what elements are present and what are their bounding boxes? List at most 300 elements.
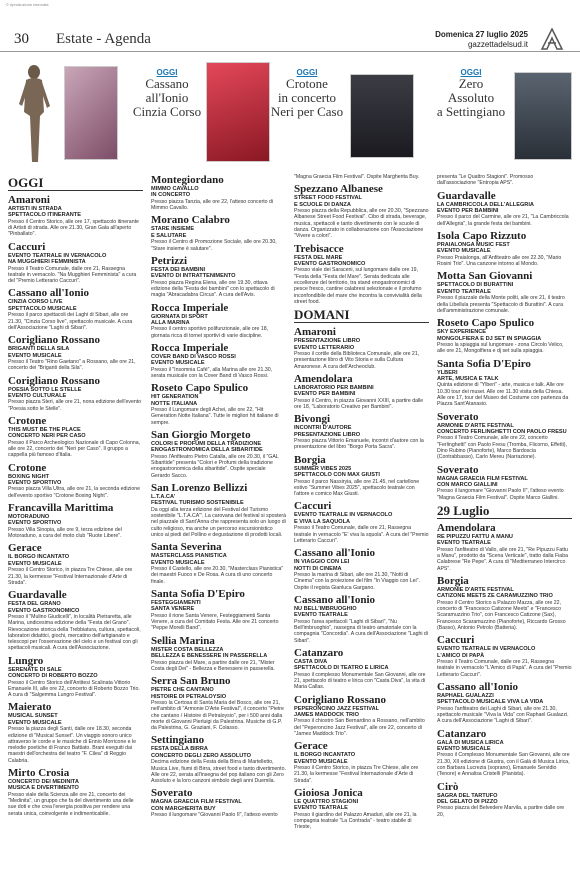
promo-line: Assoluto bbox=[447, 90, 495, 105]
event-title: HIT GENERATION bbox=[151, 394, 199, 401]
promo-oggi-label: OGGI bbox=[296, 68, 318, 77]
event-town: Amendolara bbox=[437, 521, 496, 534]
event-entry bbox=[294, 594, 429, 644]
event-entry bbox=[437, 464, 572, 501]
event-description: Presso il Centro Storico, in piazza Tre Chiese, alle ore 21.30, la kermesse "Festival Internazionale d'Arte di Strada". bbox=[294, 765, 419, 784]
event-title: SAGRA DEL TARTUFO bbox=[437, 792, 498, 799]
riace-statue-icon bbox=[6, 58, 62, 166]
event-entry bbox=[437, 681, 572, 725]
event-description: Presso il Teatro Comunale, alle ore 22, concerto "Ferlinghetti" con Paolo Fresu (Tromba, Flicorno, Effetti), Dino Rubino (Pianoforte), Marco Bardoscia (Contrabbasso), Carlo Mereu (Narrazione). bbox=[437, 435, 567, 461]
event-town: Serra San Bruno bbox=[151, 675, 231, 688]
event-town: Crotone bbox=[8, 414, 47, 427]
event-entry bbox=[294, 454, 429, 498]
event-subtitle: BELLEZZA E BENESSERE IN PASSERELLA bbox=[151, 653, 268, 660]
issue-date bbox=[435, 30, 528, 50]
event-title: BRIGANTI DELLA SILA bbox=[8, 346, 70, 353]
event-title: PIETRE CHE CANTANO bbox=[151, 687, 214, 694]
agenda-columns bbox=[8, 174, 574, 874]
event-title: CINZIA CORSO LIVE bbox=[8, 299, 63, 306]
event-description: Presso l'anfiteatro dei Laghi di Sibari, alle ore 21.30, spettacolo musicale "Viva la Vida" con Raphael Gualazzi. A cura dell'Associazione "Laghi di Sibari". bbox=[437, 705, 569, 725]
event-title: MAGNA GRAECIA FILM FESTIVAL bbox=[151, 799, 242, 806]
event-description: Presso il Teatro Comunale, dalle ore 21, Rassegna teatrale in vernacolo "E' viva la squola". A cura del "Premio Letterario Caccuri". bbox=[294, 525, 429, 544]
event-title: NU BELL'IMBRUOGHIO bbox=[294, 605, 357, 612]
event-subtitle: EVENTO PER BAMBINI bbox=[294, 391, 356, 398]
event-entry bbox=[8, 375, 143, 412]
event-title: FESTA DELLA BIRRA bbox=[151, 746, 208, 753]
event-title: COLORI E PROFUMI DELLA TRADIZIONE bbox=[151, 441, 262, 448]
promo-band bbox=[0, 58, 580, 168]
event-title: PEPERONCINO JAZZ FESTIVAL bbox=[294, 705, 380, 712]
event-title: STREET FOOD FESTIVAL bbox=[294, 195, 362, 202]
event-title: ARTISTI IN STRADA bbox=[8, 206, 62, 212]
event-town: Francavilla Marittima bbox=[8, 502, 114, 515]
event-title: MISTER COSTA BELLEZZA bbox=[151, 646, 224, 653]
photo-zero-assoluto bbox=[514, 72, 572, 160]
event-entry bbox=[437, 781, 572, 818]
event-entry bbox=[437, 270, 572, 314]
event-subtitle: SPETTACOLO CON MAX GIUSTI bbox=[294, 472, 380, 479]
event-town: Isola Capo Rizzuto bbox=[437, 230, 527, 242]
event-subtitle: IN CONCERTO bbox=[151, 192, 191, 199]
event-subtitle: EVENTO TEATRALE bbox=[294, 805, 348, 812]
event-town: Lungro bbox=[8, 654, 44, 667]
event-subtitle: EVENTO GASTRONOMICO bbox=[294, 261, 366, 267]
event-title: SUMMER VIBES 2025 bbox=[294, 465, 352, 472]
event-entry bbox=[437, 174, 572, 187]
event-town: Settingiano bbox=[151, 734, 205, 747]
event-entry bbox=[151, 214, 286, 251]
event-subtitle: EVENTO SPORTIVO bbox=[8, 520, 62, 527]
event-entry bbox=[294, 413, 429, 450]
event-entry bbox=[437, 317, 572, 354]
event-entry bbox=[437, 230, 572, 267]
event-subtitle: EVENTO TEATRALE bbox=[294, 612, 348, 619]
event-description: Presso piazza Villa Ultra, alle ore 21, la seconda edizione dell'evento sportivo "Crotone Boxing Night". bbox=[8, 486, 140, 499]
event-entry bbox=[8, 767, 143, 817]
event-description: Presso il Complesso Monumentale San Giovanni, alle ore 21.30, XII edizione di Giustra, con il Galà di Musica Lirica, con Barbara Lucrezia (soprano), Emanuele Servidio (Tenore) e Annalisa Cristelli (Pianista). bbox=[437, 752, 570, 778]
event-subtitle: MONGOLFIERA E DJ SET IN SPIAGGIA bbox=[437, 335, 542, 342]
event-title: INCONTRI D'AUTORE bbox=[294, 425, 352, 432]
event-description: Presso il Parco Archeologico Nazionale di Capo Colonna, alle ore 22, concerto dei "Neri per Caso". Il gruppo a cappella più famoso d'Italia. bbox=[8, 439, 141, 459]
event-description: Presso il chiostro San Bernardino a Rossano, nell'ambito del "Peperoncino Jazz Festival", alle ore 22, concerto di "James Maddock Trio". bbox=[294, 718, 425, 737]
event-title: L.T.A.CA' bbox=[151, 494, 176, 501]
event-description: Presso il complesso Monumentale San Giovanni, alle ore 21, spettacolo di teatro e lirica con "Casta Diva", la vita di Maria Callas. bbox=[294, 671, 426, 691]
event-description: Presso il Centro, in piazza Giovanni XXIII, a partire dalle ore 18, "Laboratorio Creativo per Bambini". bbox=[294, 397, 424, 410]
event-title: EVENTO TEATRALE IN VERNACOLO bbox=[294, 512, 393, 519]
event-entry bbox=[8, 287, 143, 331]
event-subtitle: E SALUTARE bbox=[151, 232, 187, 239]
event-subtitle: EVENTO PER BAMBINI bbox=[437, 208, 499, 214]
event-subtitle: PRESENTAZIONE LIBRO bbox=[294, 431, 361, 438]
event-town: Spezzano Albanese bbox=[294, 183, 383, 196]
event-subtitle: SPETTACOLO DI TEATRO E LIRICA bbox=[294, 665, 389, 672]
event-entry bbox=[294, 740, 429, 784]
event-title: THIS MUST BE THE PLACE bbox=[8, 426, 81, 433]
event-entry bbox=[437, 522, 572, 572]
event-subtitle: EVENTO TEATRALE bbox=[437, 288, 491, 295]
event-subtitle: EVENTO GASTRONOMICO bbox=[8, 607, 80, 614]
event-subtitle: CONCERTO FERLINGHETTI CON PAOLO FRESU bbox=[437, 428, 567, 435]
event-entry bbox=[8, 241, 143, 285]
event-town: Soverato bbox=[437, 410, 479, 423]
event-title: MOTORADUNO bbox=[8, 514, 50, 521]
event-entry bbox=[8, 334, 143, 371]
event-entry bbox=[437, 728, 572, 778]
event-subtitle: JAMES MADDOCK TRIO bbox=[294, 711, 359, 718]
event-description: Presso il Teatro Comunale, dalle ore 21, Rassegna teatrale in vernacolo "L'Amico di Papà". A cura del "Premio Letterario Caccuri". bbox=[437, 659, 572, 678]
event-description: Presso piazza Regina Elena, alle ore 19.30, ottava edizione della "Festa dei bambini" con lo spettacolo di magia "Abracadabra Circus". A cura dell'Avis. bbox=[151, 279, 275, 299]
event-subtitle: EVENTO TEATRALE bbox=[437, 540, 491, 547]
event-description: Presso il giardino del Palazzo Amaduri, alle ore 21, la compagnia teatrale "La Contrada" - teatro stabile di Trieste, bbox=[294, 811, 417, 831]
event-description: Decima edizione della Festa della Birra di Martelletto, Musica Live, fiumi di Birra, street food e tanto divertimento. Alle ore 22, serata all'insegna del pop italiano con gli Zero Assoluto e la loro canzoni simbolo degli anni Duemila. bbox=[151, 759, 286, 785]
promo-line: Zero bbox=[458, 76, 484, 91]
promo-line: Neri per Caso bbox=[270, 104, 344, 119]
day-heading: DOMANI bbox=[294, 308, 429, 323]
event-subtitle: HISTOIRE DI PETRALOYSIO bbox=[151, 693, 227, 700]
event-subtitle: MUSICA E DIVERTIMENTO bbox=[8, 785, 79, 792]
event-subtitle: ALLA MARINA bbox=[151, 319, 190, 326]
event-entry bbox=[8, 701, 143, 764]
event-description: Presso il Lungomare degli Achei, alle ore 22, "Hit Generation Notte Italiana". Tutte le migliori hit italiane di sempre. bbox=[151, 407, 279, 426]
event-title: LE QUATTRO STAGIONI bbox=[294, 798, 359, 805]
event-town: Cirò bbox=[437, 780, 459, 793]
event-title: SKY EXPERIENCE bbox=[437, 329, 487, 336]
event-description: Presso il parco Nassiryia, alle ore 21.45, nel cartellone estivo "Summer Vibes 2025", spettacolo teatrale con l'attore e comico Max Giusti. bbox=[294, 478, 420, 498]
event-title: COVER BAND DI VASCO ROSSI bbox=[151, 353, 236, 360]
event-town: Borgia bbox=[294, 453, 326, 466]
event-town: Catanzaro bbox=[437, 727, 487, 740]
event-subtitle: FESTIVAL TURISMO SOSTENIBILE bbox=[151, 500, 244, 507]
event-title: PRAIALONGA MUSIC FEST bbox=[437, 242, 510, 248]
event-town: Bivongi bbox=[294, 413, 331, 426]
event-town: Rocca Imperiale bbox=[151, 341, 229, 354]
event-description: Presso piazza Vittorio Emanuele, incontri d'autore con la presentazione del libro "Borgo Porta Sacra". bbox=[294, 438, 424, 451]
event-title: PRESENTAZIONE LIBRO bbox=[294, 338, 361, 345]
event-entry bbox=[437, 411, 572, 461]
page-header bbox=[0, 28, 580, 52]
event-description: Presso il Centro di Promozione Sociale, alle ore 20.30, "Stare insieme è salutare". bbox=[151, 239, 277, 252]
event-subtitle: EVENTO LETTERARIO bbox=[294, 344, 355, 351]
event-town: Mirto Crosia bbox=[8, 767, 70, 780]
event-description: Presso il lungomare "Giovanni Paolo II", l'atteso evento bbox=[151, 812, 278, 819]
event-subtitle: E VIVA LA SAQUOLA bbox=[294, 518, 351, 525]
event-description: Presso la marina di Sibari, alle ore 21.30, "Notti di Cinema" con la proiezione del film "In Viaggio con Lei". Ospite il regista Gianluca Gargano. bbox=[294, 571, 420, 591]
event-title: IL BORGO INCANTATO bbox=[294, 752, 356, 759]
event-title: EVENTO TEATRALE IN VERNACOLO bbox=[8, 252, 107, 259]
event-subtitle: CON MARGHERITA BUY bbox=[151, 805, 216, 812]
event-entry bbox=[8, 655, 143, 699]
promo-line: Cassano bbox=[145, 76, 189, 91]
event-entry bbox=[8, 194, 143, 238]
event-town: Catanzaro bbox=[294, 646, 344, 659]
event-town: Gerace bbox=[294, 740, 328, 753]
event-town: Cassano all'Ionio bbox=[437, 680, 518, 693]
event-town: Gioiosa Jonica bbox=[294, 786, 363, 799]
event-subtitle: SPETTACOLO ITINERANTE bbox=[8, 212, 81, 219]
event-town: Crotone bbox=[8, 461, 47, 474]
event-subtitle: SPETTACOLO MUSICALE bbox=[8, 305, 77, 312]
event-town: Gerace bbox=[8, 542, 42, 555]
event-description: presenta "Le Quattro Stagioni". Promosso dall'associazione "Entropia APS". bbox=[437, 174, 534, 187]
event-subtitle: EVENTO MUSICALE bbox=[437, 746, 491, 753]
event-subtitle: EVENTO DI INTRATTENIMENTO bbox=[151, 273, 236, 280]
event-description: Presso viale dei Saraceni, sul lungomare dalle ore 19, "Festa della "Festa del Mare". Serata dedicata alle eccellenze del territorio, tra stand enogastronomici di pesce fresco, cantine calabresi selezionate e il profumo inconfondibile del mare che incontra la convivialità della street food. bbox=[294, 267, 422, 305]
event-title: FESTA DEI BAMBINI bbox=[151, 266, 206, 273]
event-town: Soverato bbox=[151, 787, 193, 800]
event-title: CONCERTO DEI MEDINITA bbox=[8, 779, 79, 786]
event-title: MUSICAL SUNSET bbox=[8, 713, 58, 720]
event-entry bbox=[8, 462, 143, 499]
event-entry bbox=[151, 429, 286, 479]
event-subtitle: SANTA VENERE bbox=[151, 606, 195, 613]
issue-date-text: Domenica 27 luglio 2025 bbox=[435, 30, 528, 39]
event-entry bbox=[294, 183, 429, 239]
event-town: Guardavalle bbox=[8, 589, 67, 602]
event-title: CASTA DIVA bbox=[294, 658, 328, 665]
event-description: Presso piazza Tanzia, alle ore 22, l'atteso concerto di Mimmo Cavallo. bbox=[151, 198, 274, 212]
event-town: San Giorgio Morgeto bbox=[151, 429, 251, 442]
event-title: MASTERCLASS PIANISTICA bbox=[151, 553, 227, 560]
event-title: ARMONIE D'ARTE FESTIVAL bbox=[437, 422, 514, 429]
event-description: Presso piazza della Repubblica, alle ore 20.30, "Spezzano Albanese Street Food Festival". Cibo di strada, beverage, musica, spettacoli e tanto divertimento con le scuole di danza. Organizzato in collaborazione con l'Associazione "Vivere a colori". bbox=[294, 208, 429, 240]
event-description: Da oggi alla terza edizione del Festival del Turismo sostenibile "L.T.A.CA'". La carovana del festival si sposterà nel piazzale di Sant'Anna che rappresenta solo un luogo di culto religioso, ma anche un percorso escursionistico unico ai piedi del Pollino e degustazione di prodotti locali. bbox=[151, 506, 286, 539]
event-town: Roseto Capo Spulico bbox=[437, 317, 535, 330]
event-description: Presso il Teatro "Rino Gaetano" a Rossano, alle ore 21, concerto dei "Briganti della Sila". bbox=[8, 358, 136, 372]
event-entry bbox=[151, 675, 286, 731]
event-town: Amendolara bbox=[294, 372, 353, 385]
event-subtitle: CONCERTO NERI PER CASO bbox=[8, 433, 86, 440]
event-subtitle: DEL GELATO DI PIZZO bbox=[437, 799, 498, 806]
event-entry bbox=[437, 190, 572, 227]
event-town: Trebisacce bbox=[294, 242, 344, 255]
event-subtitle: CATIZONE MEETS ZE CARAMUZZINO TRIO bbox=[437, 593, 553, 600]
event-town: Montegiordano bbox=[151, 174, 224, 186]
event-title: POESIA SOTTO LE STELLE bbox=[8, 386, 82, 393]
event-description: Presso l'area spettacoli "Laghi di Sibari", "Nu Bell'imbruoghio", rassegna di teatro amatoriale con la compagnia "Concordia". A cura dell'Associazione "Laghi di Sibari". bbox=[294, 618, 428, 644]
event-subtitle: CONCERTO DI ROBERTO BOZZO bbox=[8, 673, 98, 680]
event-town: Corigliano Rossano bbox=[8, 334, 100, 347]
event-entry bbox=[8, 502, 143, 539]
event-title: SPETTACOLO DI BURATTINI bbox=[437, 282, 514, 289]
event-entry bbox=[151, 588, 286, 632]
event-title: RE PIPUZZU FATTU A MANU bbox=[437, 533, 513, 540]
event-town: Caccuri bbox=[294, 500, 332, 513]
event-town: Amaroni bbox=[8, 194, 50, 206]
day-heading: 29 Luglio bbox=[437, 504, 572, 519]
photo-neri-per-caso bbox=[350, 74, 414, 158]
event-entry bbox=[8, 542, 143, 586]
event-description: Presso piazza del Mare, a partire dalle ore 21, "Mister Costa degli Dei" - Bellezza e Benessere in passerella. bbox=[151, 659, 275, 672]
event-description: Quinta edizione di "Ylberi" - arte, musica e talk. Alle ore 10.30 tour dei musei. Alle ore 11.30 visita della Chiesa. Alle ore 17, tour del Museo del Costume con partenza da Piazza Sant'Atanasio. bbox=[437, 382, 569, 408]
event-description: "Magna Graecia Film Festival". Ospite Margherita Buy. bbox=[294, 174, 420, 180]
event-title: EVENTO TEATRALE IN VERNACOLO bbox=[437, 646, 536, 653]
event-subtitle: EVENTO MUSICALE bbox=[8, 352, 62, 359]
event-town: Cassano all'Ionio bbox=[294, 547, 375, 560]
event-town: Amaroni bbox=[294, 326, 336, 339]
section-title: Estate - Agenda bbox=[56, 31, 151, 47]
event-entry bbox=[151, 541, 286, 585]
event-title: BOXING NIGHT bbox=[8, 473, 50, 480]
newspaper-logo-icon bbox=[538, 28, 566, 50]
event-town: Santa Severina bbox=[151, 541, 222, 554]
event-entry bbox=[151, 302, 286, 339]
event-subtitle: E SCUOLE DI DANZA bbox=[294, 201, 351, 208]
event-entry bbox=[8, 415, 143, 459]
promo-line: in concerto bbox=[277, 90, 337, 105]
event-description: Presso il Castello, alle ore 20.30, "Masterclass Pianistica" dei maestri Fuoco e De Rosa. A cura di uno concerto finale. bbox=[151, 566, 284, 585]
event-subtitle: CON MARCO GIALLINI bbox=[437, 481, 498, 488]
agenda-column-2 bbox=[151, 174, 286, 874]
event-subtitle: ENOGASTRONOMICA DELLA SIBARITIDE bbox=[151, 447, 263, 454]
event-description: Presso l'anfiteatro di Vallo, alle ore 21, "Re Pipuzzu Fattu a Manu", prodotto da "Scena Verticale", tratto dalla Fiaba Calabrese "Re Pepe". A cura di "Mediterraneo Intercirco APS". bbox=[437, 546, 569, 572]
event-entry bbox=[294, 647, 429, 691]
event-town: Caccuri bbox=[437, 634, 475, 647]
event-subtitle: EVENTO MUSICALE bbox=[151, 559, 205, 566]
event-town: San Lorenzo Bellizzi bbox=[151, 482, 248, 495]
event-town: Santa Sofia D'Epiro bbox=[151, 588, 245, 601]
event-description: Presso il Centro Storico dell'Antitesi Scalinata Vittorio Emanuele III, alle ore 22, concerto di Roberto Bozzo Trio. A cura di "Salgemma Lungro Festival". bbox=[8, 679, 140, 699]
event-entry bbox=[151, 382, 286, 426]
event-town: Cassano all'Ionio bbox=[8, 287, 89, 300]
event-description: Presso il rione Santa Venere, Festeggiamenti Santa Venere, a cura del Comitato Festa. Alle ore 21 concerto "Peppe Morelli Band". bbox=[151, 612, 279, 632]
event-entry bbox=[294, 547, 429, 591]
event-entry bbox=[294, 373, 429, 410]
event-description: Presso il "Mulino Giudicelli", in località Pietraretta, alle Marina, undicesima edizione della "Festa del Grano". Rievocazione storica della Trebbiatura, cultura, spettacoli, laboratori didattici, giochi, mercatino dell'artigianato e telescopi per l'osservazione del cielo e un festival con gli spettacoli musicali. A cura dell'Associazione. bbox=[8, 613, 141, 652]
event-subtitle: ARTE, MUSICA E TALK bbox=[437, 375, 499, 382]
event-entry bbox=[151, 482, 286, 538]
event-town: Corigliano Rossano bbox=[8, 374, 100, 387]
promo-crotone bbox=[252, 68, 362, 119]
promo-line: Cinzia Corso bbox=[132, 104, 202, 119]
event-entry bbox=[151, 342, 286, 379]
event-title: FESTA DEL GRANO bbox=[8, 601, 61, 608]
event-description: Presso l'Anfiteatro Pietro Catalla, alle ore 20.30, il "GAL Sibaritide" presenta "Colori e Profumi della tradizione enogastronomica della sibaritide". Ospite speciale Gerardo Sacco. bbox=[151, 453, 279, 479]
event-description: Presso piazza Steri, alle ore 21, nona edizione dell'evento "Poesia sotto le Stelle". bbox=[8, 399, 142, 412]
event-title: MAGNA GRAECIA FILM FESTIVAL bbox=[437, 475, 528, 482]
event-subtitle: L'AMICO DI PAPÀ bbox=[437, 652, 485, 659]
event-title: IN VIAGGIO CON LEI bbox=[294, 559, 350, 566]
agenda-column-4 bbox=[437, 174, 572, 874]
event-title: YLBERI bbox=[437, 369, 458, 376]
event-subtitle: EVENTO SPORTIVO bbox=[8, 480, 62, 487]
event-entry bbox=[151, 174, 286, 211]
agenda-column-3 bbox=[294, 174, 429, 874]
event-entry bbox=[294, 243, 429, 306]
event-title: FESTA DEL MARE bbox=[294, 254, 343, 261]
event-subtitle: NOTTE ITALIANA bbox=[151, 400, 198, 407]
event-entry bbox=[294, 500, 429, 544]
event-town: Corigliano Rossano bbox=[294, 693, 386, 706]
promo-line: a Settingiano bbox=[436, 104, 506, 119]
event-entry bbox=[151, 734, 286, 784]
event-town: Cassano all'Ionio bbox=[294, 593, 375, 606]
event-entry bbox=[151, 787, 286, 818]
event-description: Presso il cortile della Biblioteca Comunale, alle ore 21, presentazione libro di Vito Storia e sulla Cultura Amaronese. A cura dell'Archeoclub. bbox=[294, 351, 420, 370]
event-town: Borgia bbox=[437, 574, 469, 587]
event-subtitle: EVENTO MUSICALE bbox=[437, 248, 491, 255]
event-entry bbox=[437, 358, 572, 408]
event-entry bbox=[437, 575, 572, 631]
event-subtitle: SPETTACOLO MUSICALE VIVA LA VIDA bbox=[437, 699, 544, 706]
promo-oggi-label: OGGI bbox=[460, 68, 482, 77]
event-description: Presso il parco del Carmine, alle ore 21, "La Cambriccola dell'Allegria", la grande festa dei bambini. bbox=[437, 214, 569, 227]
promo-settingiano bbox=[416, 68, 526, 119]
event-subtitle: EVENTO MUSICALE bbox=[151, 360, 205, 367]
event-title: LA CAMBRICCOLA DELL'ALLEGRIA bbox=[437, 201, 534, 208]
event-subtitle: EVENTO MUSICALE bbox=[8, 719, 62, 726]
event-description: Presso il parco spettacoli dei Laghi di Sibari, alle ore 21.30, "Cinzia Corso live", spettacolo musicale. A cura dell'Associazione "Laghi di Sibari". bbox=[8, 312, 133, 331]
event-description: Presso il Centro Storico, alle ore 17, spettacolo itinerante di Artisti di strada. Alle ore 21.30, Gran Gala all'aperto "Pinballato". bbox=[8, 218, 139, 238]
event-description: Presso il "Insomnia Café", alla Marina alle ore 21.30, serata musicale con la Cover Band di Vasco Rossi. bbox=[151, 366, 273, 380]
event-town: Caccuri bbox=[8, 240, 46, 253]
promo-oggi-label: OGGI bbox=[156, 68, 178, 77]
event-description: Presso la piazza degli Santi, dalle ore 18.30, seconda edizione di "Musical Sunset". Un viaggio sonoro unico attraverso le corde e le musiche di Ennio Morricone e le melodie poetiche di Franco Battiato. Brani eseguiti dai maestri dell'orchestra del teatro "F. Cilea" di Reggio Calabria. bbox=[8, 726, 137, 764]
event-title: MIMMO CAVALLO bbox=[151, 186, 199, 192]
agenda-column-1 bbox=[8, 174, 143, 874]
event-subtitle: NOTTI DI CINEMA bbox=[294, 565, 342, 572]
event-subtitle: CONCERTO DEGLI ZERO ASSOLUTO bbox=[151, 752, 251, 759]
photo-cinzia-corso bbox=[64, 66, 118, 160]
event-title: ARMONIE D'ARTE FESTIVAL bbox=[437, 586, 514, 593]
event-entry bbox=[151, 635, 286, 672]
event-town: Roseto Capo Spulico bbox=[151, 382, 249, 395]
event-entry bbox=[294, 694, 429, 738]
event-entry bbox=[8, 589, 143, 652]
event-description: Presso il Centro Storico a Palazzo Mazza, alle ore 22, concerto di "Francesco Catizone Meets" e "Francesco Scaramuzzino Trio", con Francesco Catizone (Sax), Francesco Scaramuzzino (Pianoforte), Riccardo Grosso (Basso), Antonio Petrolo (Batteria). bbox=[437, 599, 566, 631]
event-entry bbox=[294, 326, 429, 370]
event-entry bbox=[294, 787, 429, 831]
event-title: GALÀ DI MUSICA LIRICA bbox=[437, 739, 504, 746]
event-description: Presso il lungomare "Giovanni Paolo II", l'atteso evento "Magna Graecia Film Festival". Ospite Marco Giallini. bbox=[437, 488, 564, 501]
event-description: Presso il centro sportivo polifunzionale, alle ore 18, giornata ricca di tornei sportivi di varie discipline. bbox=[151, 326, 269, 339]
event-description: Presso la Certosa di Santa Maria del Bosco, alle ore 21, nell'ambito di "Armonie D'Arte Festival", il concerto "Pietre che cantano / Histoire di Petraloysio", per i 500 anni dalla morte di Giovanni Pierluigi da Palestrina. Musiche di G.P. da Palestrina, G. Graziani, F. Colasso. bbox=[151, 699, 284, 732]
event-subtitle: EVENTO CULTURALE bbox=[8, 392, 67, 399]
event-description: Presso il piazzale della Monte politi, alle ore 21, il teatro della Libellula presenta "Spettacolo di Burattini". A cura dell'amministrazione comunale. bbox=[437, 295, 565, 314]
event-description: Presso il Centro Storico, in piazza Tre Chiese, alle ore 21.30, la kermesse "Festival Internazionale d'Arte di Strada". bbox=[8, 567, 133, 586]
event-town: Santa Sofia D'Epiro bbox=[437, 357, 531, 370]
event-town: Soverato bbox=[437, 463, 479, 476]
event-title: STARE INSIEME bbox=[151, 226, 195, 233]
event-town: Motta San Giovanni bbox=[437, 270, 533, 283]
page-number: 30 bbox=[14, 31, 29, 47]
event-town: Petrizzi bbox=[151, 254, 188, 267]
event-description: Presso la spiaggia sul lungomare - zona Circolo Velico, alle ore 21, Mongolfiera e dj set sulla spiaggia. bbox=[437, 341, 564, 355]
event-town: Guardavalle bbox=[437, 189, 496, 202]
event-title: GIORNATA DI SPORT bbox=[151, 313, 208, 320]
event-entry bbox=[294, 174, 429, 180]
event-town: Maierato bbox=[8, 701, 52, 714]
event-subtitle: EVENTO MUSICALE bbox=[294, 758, 348, 765]
event-title: RAPHAEL GUALAZZI bbox=[437, 692, 494, 699]
copyright-note: © riproduzione riservata bbox=[6, 2, 49, 7]
event-town: Morano Calabro bbox=[151, 214, 230, 227]
event-description: Presso Praialonga, all'Anfiteatro alle ore 22.30, "Mario Rosini Trio". Una canzone intorno al Mondo. bbox=[437, 254, 562, 268]
event-description: Presso Villa Sinopia, alle ore 9, terza edizione del Motoraduno, a cura del moto club "Ruote Libere". bbox=[8, 526, 122, 540]
event-town: Rocca Imperiale bbox=[151, 301, 229, 314]
event-description: Presso il Teatro Comunale, dalle ore 21, Rassegna teatrale in vernacolo. "Na Mugghieri Femminista" a cura del "Premio Letterario Caccuri". bbox=[8, 265, 137, 285]
event-title: SERENATE DI SALE bbox=[8, 666, 62, 673]
promo-line: Crotone bbox=[286, 76, 328, 91]
event-title: IL BORGO INCANTATO bbox=[8, 554, 70, 561]
promo-line: all'Ionio bbox=[145, 90, 189, 105]
site-link[interactable]: gazzettadelsud.it bbox=[467, 40, 528, 49]
event-title: LABORATORIO PER BAMBINI bbox=[294, 384, 374, 391]
event-entry bbox=[437, 634, 572, 678]
event-town: Sellia Marina bbox=[151, 634, 215, 647]
event-description: Presso piazza del Belvedere Marvila, a partire dalle ore 20, bbox=[437, 805, 565, 818]
event-description: Presso viale della Scienza alle ore 21, concerto dei "Medinita", un gruppo che fa del divertimento una delle sue doti e che crea l'energia positiva per rendere una serata unica, coinvolgente e indimenticabile. bbox=[8, 791, 134, 817]
event-title: FESTEGGIAMENTI bbox=[151, 600, 201, 607]
